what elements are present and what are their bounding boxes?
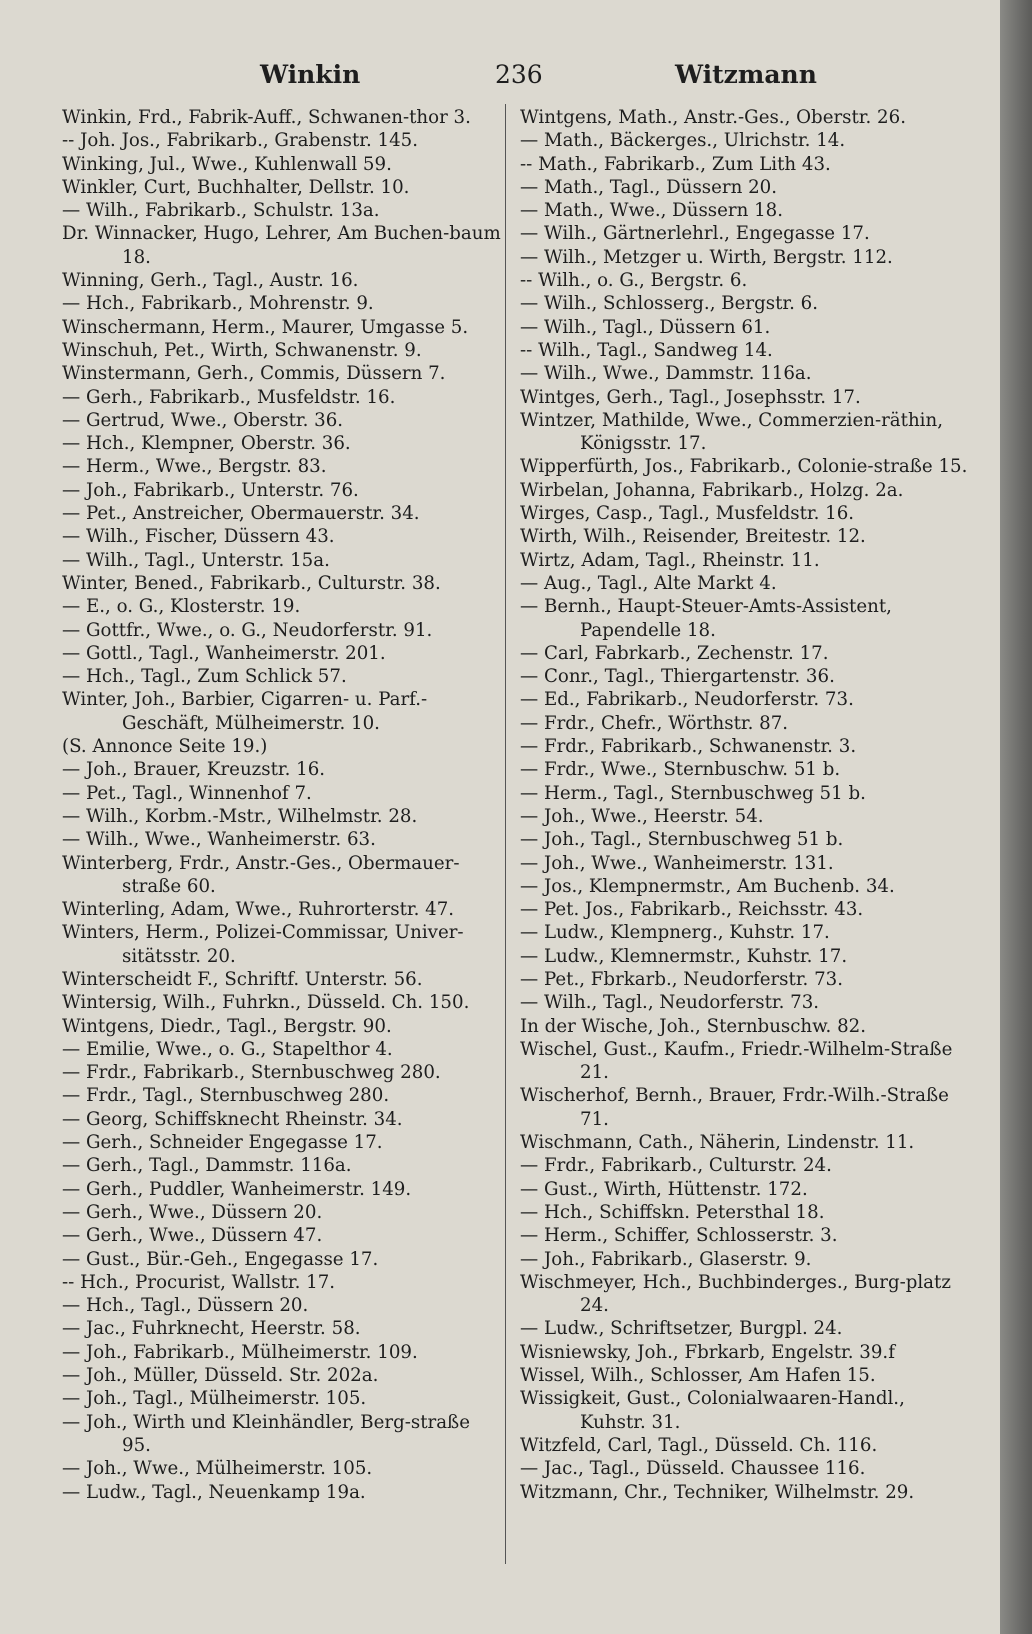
directory-entry: Wirges, Casp., Tagl., Musfeldstr. 16. <box>520 503 855 525</box>
directory-entry: — Joh., Fabrikarb., Mülheimerstr. 109. <box>62 1341 418 1363</box>
page-number: 236 <box>495 60 543 89</box>
directory-entry: Winterscheidt F., Schriftf. Unterstr. 56. <box>62 968 423 990</box>
directory-entry: — Conr., Tagl., Thiergartenstr. 36. <box>520 666 835 688</box>
directory-entry: Winkler, Curt, Buchhalter, Dellstr. 10. <box>62 176 410 198</box>
directory-entry: — Joh., Fabrikarb., Glaserstr. 9. <box>520 1248 812 1270</box>
directory-entry: — Gerh., Wwe., Düssern 20. <box>62 1201 323 1223</box>
directory-entry: Winter, Joh., Barbier, Cigarren- u. Parf.-Geschäft, Mülheimerstr. 10. <box>62 689 428 734</box>
directory-entry: — Frdr., Fabrikarb., Sternbuschweg 280. <box>62 1062 441 1084</box>
directory-entry: Witzfeld, Carl, Tagl., Düsseld. Ch. 116. <box>520 1434 878 1456</box>
directory-entry: — Hch., Tagl., Zum Schlick 57. <box>62 666 347 688</box>
column-divider <box>505 104 506 1564</box>
directory-entry: — Gust., Wirth, Hüttenstr. 172. <box>520 1178 808 1200</box>
directory-entry: Wischerhof, Bernh., Brauer, Frdr.-Wilh.-Straße 71. <box>520 1085 949 1130</box>
directory-entry: -- Math., Fabrikarb., Zum Lith 43. <box>520 153 831 175</box>
directory-entry: Wirtz, Adam, Tagl., Rheinstr. 11. <box>520 549 820 571</box>
right-column <box>520 106 970 1606</box>
directory-entry: Winter, Bened., Fabrikarb., Culturstr. 38. <box>62 572 441 594</box>
directory-entry: — Ludw., Klemnermstr., Kuhstr. 17. <box>520 945 848 967</box>
directory-entry: — Wilh., Gärtnerlehrl., Engegasse 17. <box>520 223 870 245</box>
directory-entry: — Joh., Müller, Düsseld. Str. 202a. <box>62 1365 379 1387</box>
directory-entry: — Herm., Schiffer, Schlosserstr. 3. <box>520 1225 838 1247</box>
directory-entry: — Frdr., Fabrikarb., Culturstr. 24. <box>520 1155 832 1177</box>
directory-entry: Wintzer, Mathilde, Wwe., Commerzien-räthin, Königsstr. 17. <box>520 409 943 455</box>
directory-entry: — Frdr., Fabrikarb., Schwanenstr. 3. <box>520 736 857 758</box>
directory-entry: — Math., Wwe., Düssern 18. <box>520 200 784 222</box>
directory-entry: (S. Annonce Seite 19.) <box>62 736 268 758</box>
directory-entry: — Georg, Schiffsknecht Rheinstr. 34. <box>62 1108 403 1130</box>
directory-entry: — Frdr., Wwe., Sternbuschw. 51 b. <box>520 759 841 781</box>
directory-entry: -- Hch., Procurist, Wallstr. 17. <box>62 1271 336 1293</box>
directory-entry: — Jac., Tagl., Düsseld. Chaussee 116. <box>520 1458 866 1480</box>
directory-entry: Winterling, Adam, Wwe., Ruhrorterstr. 47. <box>62 899 455 921</box>
directory-entry: Wischel, Gust., Kaufm., Friedr.-Wilhelm-Straße 21. <box>520 1038 953 1084</box>
directory-entry: — Gottl., Tagl., Wanheimerstr. 201. <box>62 642 386 664</box>
directory-entry: — Math., Bäckerges., Ulrichstr. 14. <box>520 130 846 152</box>
directory-entry: -- Wilh., o. G., Bergstr. 6. <box>520 270 748 292</box>
directory-entry: Wintersig, Wilh., Fuhrkn., Düsseld. Ch. 150. <box>62 992 470 1014</box>
directory-entry: Wintgens, Diedr., Tagl., Bergstr. 90. <box>62 1015 392 1037</box>
directory-entry: Winstermann, Gerh., Commis, Düssern 7. <box>62 363 446 385</box>
directory-entry: — Herm., Tagl., Sternbuschweg 51 b. <box>520 782 866 804</box>
directory-entry: Wintges, Gerh., Tagl., Josephsstr. 17. <box>520 386 861 408</box>
directory-entry: Winking, Jul., Wwe., Kuhlenwall 59. <box>62 153 392 175</box>
directory-entry: — Bernh., Haupt-Steuer-Amts-Assistent, Papendelle 18. <box>520 596 892 641</box>
directory-entry: — Jos., Klempnermstr., Am Buchenb. 34. <box>520 875 895 897</box>
left-column <box>62 106 502 1606</box>
directory-entry: Winkin, Frd., Fabrik-Auff., Schwanen-thor 3. <box>62 107 471 128</box>
directory-entry: — Pet., Anstreicher, Obermauerstr. 34. <box>62 503 420 525</box>
directory-entry: Winschermann, Herm., Maurer, Umgasse 5. <box>62 316 469 338</box>
directory-entry: — Wilh., Wwe., Wanheimerstr. 63. <box>62 829 376 851</box>
directory-entry: — Emilie, Wwe., o. G., Stapelthor 4. <box>62 1038 393 1060</box>
directory-entry: — Joh., Fabrikarb., Unterstr. 76. <box>62 479 359 501</box>
directory-entry: — Pet., Fbrkarb., Neudorferstr. 73. <box>520 968 843 990</box>
directory-entry: — Ludw., Schriftsetzer, Burgpl. 24. <box>520 1318 843 1340</box>
directory-entry: — Gerh., Fabrikarb., Musfeldstr. 16. <box>62 386 396 408</box>
directory-entry: — Joh., Tagl., Mülheimerstr. 105. <box>62 1388 367 1410</box>
directory-entry: — Ludw., Tagl., Neuenkamp 19a. <box>62 1481 366 1503</box>
directory-entry: — Wilh., Korbm.-Mstr., Wilhelmstr. 28. <box>62 805 418 827</box>
directory-entry: — Jac., Fuhrknecht, Heerstr. 58. <box>62 1318 361 1340</box>
directory-entry: Dr. Winnacker, Hugo, Lehrer, Am Buchen-baum 18. <box>62 223 501 268</box>
directory-entry: — Wilh., Tagl., Unterstr. 15a. <box>62 549 330 571</box>
directory-entry: — Herm., Wwe., Bergstr. 83. <box>62 456 327 478</box>
directory-entry: — Wilh., Wwe., Dammstr. 116a. <box>520 363 812 385</box>
directory-entry: — Gerh., Schneider Engegasse 17. <box>62 1132 383 1154</box>
directory-entry: — Wilh., Schlosserg., Bergstr. 6. <box>520 293 818 315</box>
directory-entry: Winschuh, Pet., Wirth, Schwanenstr. 9. <box>62 339 422 361</box>
directory-entry: — Joh., Wwe., Heerstr. 54. <box>520 805 764 827</box>
directory-entry: Wirbelan, Johanna, Fabrikarb., Holzg. 2a. <box>520 479 904 501</box>
directory-entry: Winning, Gerh., Tagl., Austr. 16. <box>62 270 359 292</box>
directory-entry: — Gerh., Wwe., Düssern 47. <box>62 1225 323 1247</box>
directory-entry: — Ludw., Klempnerg., Kuhstr. 17. <box>520 922 830 944</box>
directory-entry: Wissel, Wilh., Schlosser, Am Hafen 15. <box>520 1365 876 1387</box>
directory-entry: Wisniewsky, Joh., Fbrkarb, Engelstr. 39.f <box>520 1341 895 1363</box>
directory-entry: Wischmeyer, Hch., Buchbinderges., Burg-platz 24. <box>520 1271 951 1317</box>
directory-entry: — Hch., Fabrikarb., Mohrenstr. 9. <box>62 293 374 315</box>
directory-entry: Witzmann, Chr., Techniker, Wilhelmstr. 29. <box>520 1481 915 1503</box>
directory-entry: — Joh., Tagl., Sternbuschweg 51 b. <box>520 829 844 851</box>
directory-entry: — Frdr., Tagl., Sternbuschweg 280. <box>62 1085 390 1107</box>
directory-entry: — Ed., Fabrikarb., Neudorferstr. 73. <box>520 689 854 711</box>
directory-entry: — Joh., Brauer, Kreuzstr. 16. <box>62 759 326 781</box>
directory-entry: — Pet. Jos., Fabrikarb., Reichsstr. 43. <box>520 899 864 921</box>
directory-entry: — Aug., Tagl., Alte Markt 4. <box>520 572 777 594</box>
directory-entry: — Gertrud, Wwe., Oberstr. 36. <box>62 409 344 431</box>
directory-entry: Wintgens, Math., Anstr.-Ges., Oberstr. 26. <box>520 107 906 128</box>
directory-entry: Wissigkeit, Gust., Colonialwaaren-Handl., Kuhstr. 31. <box>520 1388 905 1433</box>
directory-entry: -- Joh. Jos., Fabrikarb., Grabenstr. 145. <box>62 130 419 152</box>
header-right-keyword: Witzmann <box>675 60 817 89</box>
directory-entry: — Hch., Tagl., Düssern 20. <box>62 1295 309 1317</box>
directory-entry: Wirth, Wilh., Reisender, Breitestr. 12. <box>520 526 866 548</box>
directory-entry: — Math., Tagl., Düssern 20. <box>520 176 778 198</box>
directory-entry: — Hch., Schiffskn. Petersthal 18. <box>520 1201 825 1223</box>
directory-entry: — Wilh., Metzger u. Wirth, Bergstr. 112. <box>520 246 893 268</box>
directory-entry: — E., o. G., Klosterstr. 19. <box>62 596 301 618</box>
directory-entry: — Joh., Wirth und Kleinhändler, Berg-straße 95. <box>62 1411 470 1456</box>
directory-entry: — Gottfr., Wwe., o. G., Neudorferstr. 91. <box>62 619 433 641</box>
directory-entry: — Frdr., Chefr., Wörthstr. 87. <box>520 712 789 734</box>
directory-entry: -- Wilh., Tagl., Sandweg 14. <box>520 339 773 361</box>
directory-entry: — Wilh., Fischer, Düssern 43. <box>62 526 335 548</box>
directory-entry: — Carl, Fabrkarb., Zechenstr. 17. <box>520 642 829 664</box>
directory-entry: — Gerh., Tagl., Dammstr. 116a. <box>62 1155 352 1177</box>
directory-entry: — Joh., Wwe., Wanheimerstr. 131. <box>520 852 834 874</box>
directory-entry: Winters, Herm., Polizei-Commissar, Univer-sitätsstr. 20. <box>62 922 464 967</box>
directory-entry: — Joh., Wwe., Mülheimerstr. 105. <box>62 1458 373 1480</box>
directory-entry: — Wilh., Fabrikarb., Schulstr. 13a. <box>62 200 380 222</box>
directory-entry: — Wilh., Tagl., Neudorferstr. 73. <box>520 992 820 1014</box>
directory-entry: Wischmann, Cath., Näherin, Lindenstr. 11. <box>520 1132 915 1154</box>
directory-entry: In der Wische, Joh., Sternbuschw. 82. <box>520 1015 867 1037</box>
directory-entry: — Gust., Bür.-Geh., Engegasse 17. <box>62 1248 379 1270</box>
directory-entry: — Gerh., Puddler, Wanheimerstr. 149. <box>62 1178 412 1200</box>
directory-entry: — Wilh., Tagl., Düssern 61. <box>520 316 771 338</box>
directory-entry: — Hch., Klempner, Oberstr. 36. <box>62 433 351 455</box>
page-header <box>60 60 970 96</box>
directory-entry: — Pet., Tagl., Winnenhof 7. <box>62 782 312 804</box>
book-edge <box>1000 0 1032 1634</box>
header-left-keyword: Winkin <box>260 60 361 89</box>
directory-entry: Winterberg, Frdr., Anstr.-Ges., Obermauer-straße 60. <box>62 852 460 897</box>
directory-entry: Wipperfürth, Jos., Fabrikarb., Colonie-straße 15. <box>520 456 968 478</box>
